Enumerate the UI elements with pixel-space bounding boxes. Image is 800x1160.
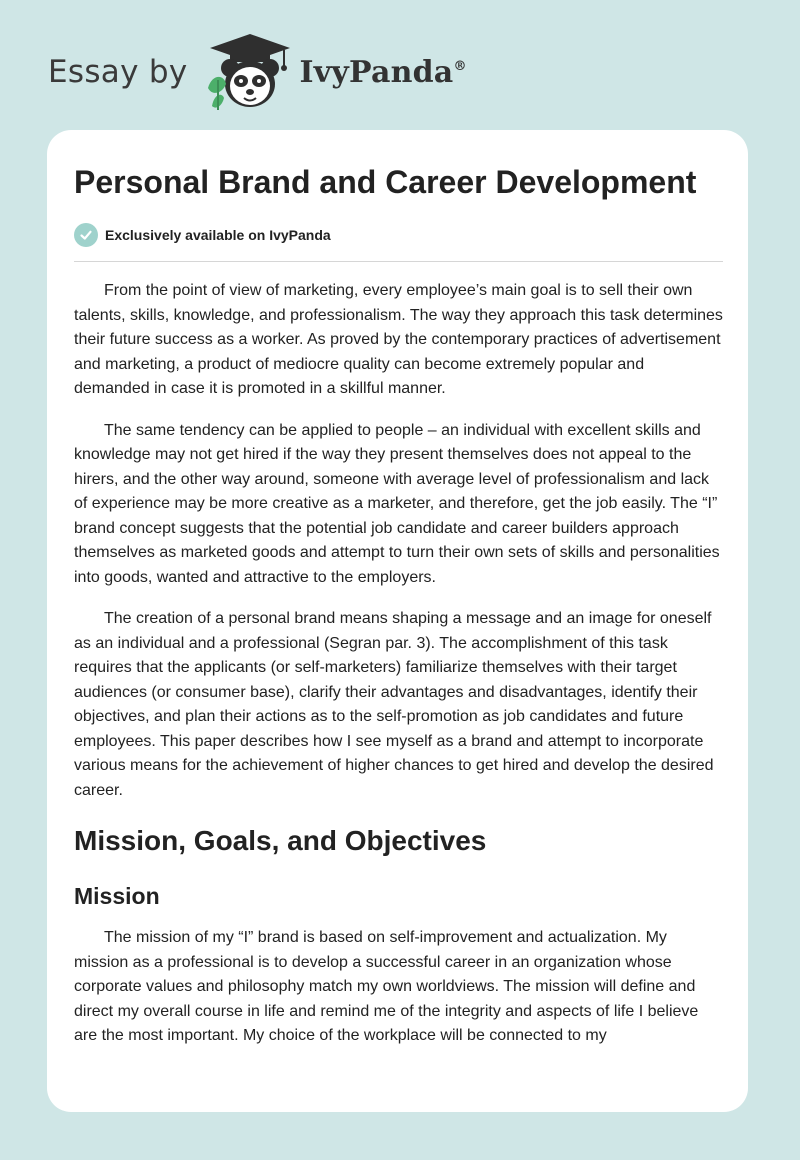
exclusive-label: Exclusively available on IvyPanda	[105, 227, 331, 243]
ivypanda-logo[interactable]	[204, 30, 467, 114]
essay-card	[47, 130, 748, 1112]
brand-name: IvyPanda®	[299, 54, 467, 90]
essay-title: Personal Brand and Career Development	[74, 164, 697, 200]
subsection-heading: Mission	[74, 883, 160, 909]
essay-body	[74, 279, 724, 1066]
check-icon	[74, 223, 98, 247]
paragraph-2: The same tendency can be applied to people – an individual with excellent skills and knowledge may not get hired if the way they present themselves does not appeal to the hirers, and the other way around, someone with average level of professionalism and lack of experience may be more creative as a marketer, and therefore, get the job easily. The “I” brand concept suggests that the potential job candidate and career builders approach themselves as marketed goods and attempt to turn their own sets of skills and personalities into goods, wanted and attractive to the employers.	[74, 421, 720, 586]
paragraph-1: From the point of view of marketing, every employee’s main goal is to sell their own talents, skills, knowledge, and professionalism. The way they approach this task determines their future success as a worker. As proved by the contemporary practices of advertisement and marketing, a product of mediocre quality can become extremely popular and demanded in case it is promoted in a skillful manner.	[74, 282, 723, 397]
site-header	[48, 30, 508, 114]
registered-mark: ®	[453, 58, 467, 74]
mission-paragraph: The mission of my “I” brand is based on self-improvement and actualization. My mission as a professional is to develop a successful career in an organization whose corporate values and philosophy match my own worldviews. The mission will define and direct my overall course in life and remind me of the integrity and aspects of life I believe are the most important. My choice of the workplace will be connected to my	[74, 929, 699, 1044]
essay-by-label: Essay by	[48, 54, 188, 90]
exclusive-badge	[74, 223, 331, 247]
panda-logo-icon	[204, 30, 296, 114]
section-heading: Mission, Goals, and Objectives	[74, 825, 487, 856]
paragraph-3: The creation of a personal brand means shaping a message and an image for oneself as an individual and a professional (Segran par. 3). The accomplishment of this task requires that the applicants (or self-marketers) familiarize themselves with their target audiences (or consumer base), clarify their advantages and disadvantages, identify their objectives, and plan their actions as to the self-promotion as job candidates and future employees. This paper describes how I see myself as a brand and attempt to incorporate various means for the achievement of higher chances to get hired and develop the desired career.	[74, 610, 714, 799]
title-divider	[74, 261, 723, 262]
